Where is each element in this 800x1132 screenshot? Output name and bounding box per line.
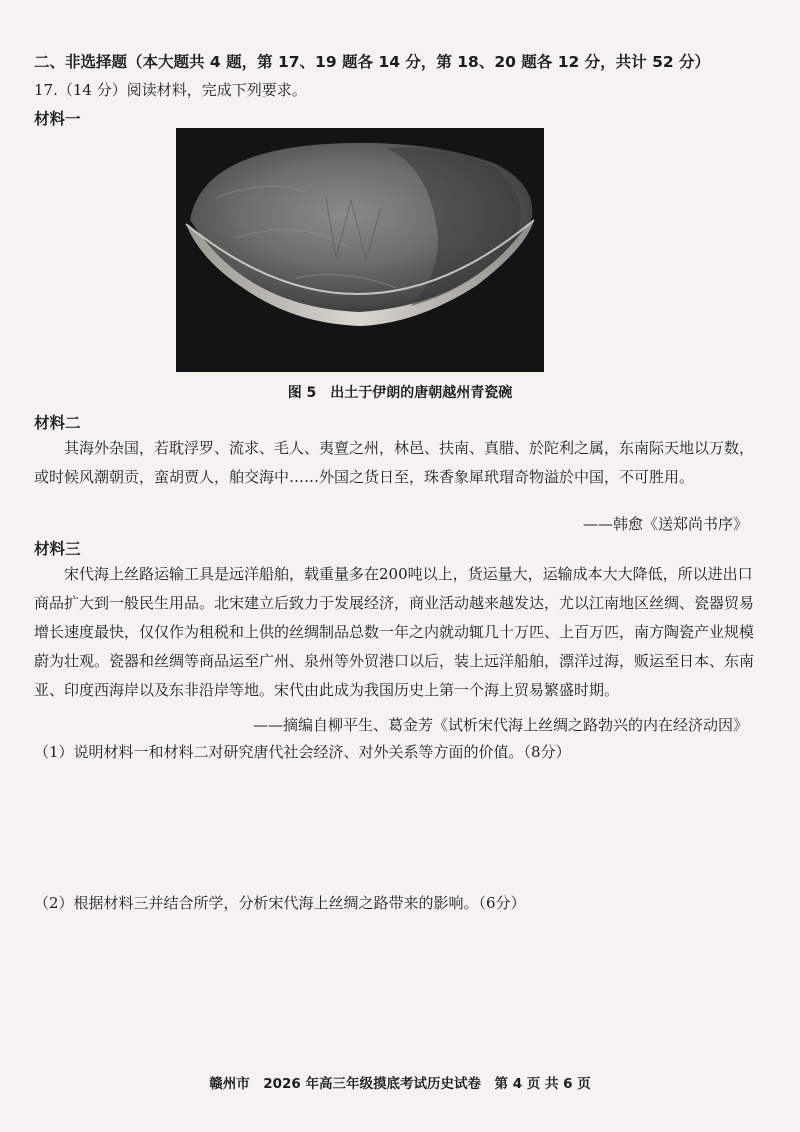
material1-label: 材料一 [34,110,81,128]
sub-question-1: （1）说明材料一和材料二对研究唐代社会经济、对外关系等方面的价值。（8分） [34,743,571,761]
material2-label: 材料二 [34,414,81,432]
sub-question-2: （2）根据材料三并结合所学，分析宋代海上丝绸之路带来的影响。（6分） [34,894,526,912]
figure-caption: 图 5 出土于伊朗的唐朝越州青瓷碗 [287,385,513,401]
section-title: 二、非选择题（本大题共 4 题，第 17、19 题各 14 分，第 18、20 题各 12 分，共计 52 分） [34,53,711,71]
page-footer: 赣州市 2026 年高三年级摸底考试历史试卷 第 4 页 共 6 页 [209,1076,591,1092]
material3-text-block [34,560,760,705]
material3-source: ——摘编自柳平生、葛金芳《试析宋代海上丝绸之路勃兴的内在经济动因》 [252,716,748,734]
material3-text: 宋代海上丝路运输工具是远洋船舶，载重量多在200吨以上，货运量大，运输成本大大降低，所以进出口商品扩大到一般民生用品。北宋建立后致力于发展经济，商业活动越来越发达，尤以江南地区丝绸、瓷器贸易增长速度最快，仅仅作为租税和上供的丝绸制品总数一年之内就动辄几十万匹、上百万匹，南方陶瓷产业规模蔚为壮观。瓷器和丝绸等商品运至广州、泉州等外贸港口以后，装上远洋船舶，漂洋过海，贩运至日本、东南亚、印度西海岸以及东非沿岸等地。宋代由此成为我国历史上第一个海上贸易繁盛时期。 [34,565,755,699]
celadon-bowl-photo [176,128,544,372]
question-header: 17.（14 分）阅读材料，完成下列要求。 [34,81,307,99]
material2-source: ——韩愈《送郑尚书序》 [582,515,748,533]
material2-text-block [34,434,760,492]
material3-label: 材料三 [34,540,81,558]
material2-text: 其海外杂国，若耽浮罗、流求、毛人、夷亶之州，林邑、扶南、真腊、於陀利之属，东南际天地以万数，或时候风潮朝贡，蛮胡贾人，舶交海中……外国之货日至，珠香象犀玳瑁奇物溢於中国，不可胜用。 [34,439,755,486]
bowl-image [176,128,544,372]
